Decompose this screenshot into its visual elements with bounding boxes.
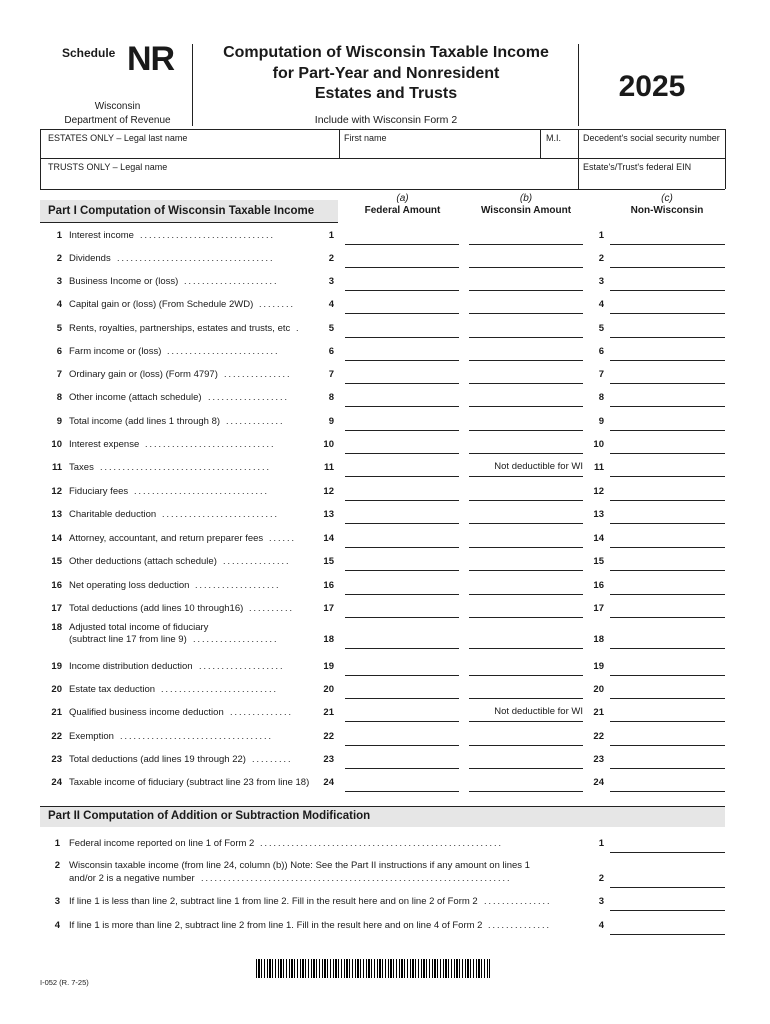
id-box-right <box>725 129 726 189</box>
wisconsin-amount-field[interactable] <box>469 476 583 477</box>
p2-amount-field[interactable] <box>610 934 725 935</box>
line-ref-a: 24 <box>323 777 334 788</box>
line-number: 18 <box>51 622 62 633</box>
line-label: Taxes <box>69 462 94 473</box>
wisconsin-amount-field[interactable] <box>469 745 583 746</box>
line-ref-a: 4 <box>328 299 334 310</box>
p2-line-ref: 1 <box>598 838 604 849</box>
p2-line-label: Federal income reported on line 1 of Form 2 <box>69 838 255 849</box>
p2-amount-field[interactable] <box>610 887 725 888</box>
federal-amount-field[interactable] <box>345 244 459 245</box>
wisconsin-amount-field[interactable] <box>469 406 583 407</box>
ein-input[interactable] <box>580 172 723 187</box>
line-label: Business Income or (loss) <box>69 276 179 287</box>
title-line1: Computation of Wisconsin Taxable Income <box>223 44 549 61</box>
schedule-word: Schedule <box>62 46 116 60</box>
line-ref-a: 20 <box>323 684 334 695</box>
line-ref-a: 21 <box>323 707 334 718</box>
title-line2: for Part-Year and Nonresident <box>272 65 500 82</box>
line-ref-a: 5 <box>328 323 334 334</box>
trusts-name-label: TRUSTS ONLY – Legal name <box>48 162 168 172</box>
col-a-letter: (a) <box>396 193 409 204</box>
federal-amount-field[interactable] <box>345 313 459 314</box>
non-wisconsin-field[interactable] <box>610 500 725 501</box>
line-number: 4 <box>56 299 62 310</box>
line-number: 14 <box>51 533 62 544</box>
line-label-cont: (subtract line 17 from line 9) <box>69 634 187 645</box>
col-a-name: Federal Amount <box>364 205 441 216</box>
leader-dots: ................... <box>193 634 279 644</box>
federal-amount-field[interactable] <box>345 383 459 384</box>
line-label: Total income (add lines 1 through 8) <box>69 416 221 427</box>
federal-amount-field[interactable] <box>345 791 459 792</box>
line-ref-a: 12 <box>323 486 334 497</box>
line-number: 1 <box>56 230 62 241</box>
leader-dots: ..................... <box>184 276 279 286</box>
line-number: 21 <box>51 707 62 718</box>
id-box-div-ssn <box>578 129 579 189</box>
line-number: 13 <box>51 509 62 520</box>
line-number: 23 <box>51 754 62 765</box>
federal-amount-field[interactable] <box>345 648 459 649</box>
line-ref-c: 13 <box>593 509 604 520</box>
non-wisconsin-field[interactable] <box>610 430 725 431</box>
id-box-bottom <box>40 189 725 190</box>
wisconsin-amount-field[interactable] <box>469 523 583 524</box>
ssn-label: Decedent's social security number <box>583 133 720 143</box>
leader-dots: . <box>296 323 301 333</box>
line-ref-c: 7 <box>598 369 604 380</box>
line-ref-a: 3 <box>328 276 334 287</box>
line-label: Net operating loss deduction <box>69 580 190 591</box>
estates-name-label: ESTATES ONLY – Legal last name <box>48 133 188 143</box>
wisconsin-amount-field[interactable] <box>469 648 583 649</box>
non-wisconsin-field[interactable] <box>610 453 725 454</box>
wisconsin-amount-field[interactable] <box>469 453 583 454</box>
line-ref-c: 22 <box>593 731 604 742</box>
line-ref-c: 3 <box>598 276 604 287</box>
line-ref-c: 14 <box>593 533 604 544</box>
header-divider-left <box>192 44 193 126</box>
non-wisconsin-field[interactable] <box>610 383 725 384</box>
leader-dots: .............................. <box>140 230 276 240</box>
id-box-div-mi <box>540 129 541 158</box>
line-ref-c: 20 <box>593 684 604 695</box>
wisconsin-amount-field[interactable] <box>469 360 583 361</box>
line-ref-c: 17 <box>593 603 604 614</box>
line-ref-c: 8 <box>598 392 604 403</box>
leader-dots: .................. <box>208 392 290 402</box>
non-wisconsin-field[interactable] <box>610 675 725 676</box>
line-ref-c: 9 <box>598 416 604 427</box>
barcode-image <box>256 959 490 978</box>
p2-line-ref: 2 <box>598 873 604 884</box>
p2-amount-field[interactable] <box>610 910 725 911</box>
line-ref-a: 2 <box>328 253 334 264</box>
mi-label: M.I. <box>546 133 561 143</box>
line-ref-a: 18 <box>323 634 334 645</box>
line-ref-c: 24 <box>593 777 604 788</box>
p2-line-number: 1 <box>54 838 60 849</box>
p2-leader-dots: ............... <box>484 896 552 906</box>
wisconsin-amount-field[interactable] <box>469 244 583 245</box>
wisconsin-amount-field[interactable] <box>469 721 583 722</box>
federal-amount-field[interactable] <box>345 290 459 291</box>
non-wisconsin-field[interactable] <box>610 791 725 792</box>
federal-amount-field[interactable] <box>345 745 459 746</box>
non-wisconsin-field[interactable] <box>610 290 725 291</box>
col-c-name: Non-Wisconsin <box>630 205 704 216</box>
p2-line-number: 3 <box>54 896 60 907</box>
federal-amount-field[interactable] <box>345 570 459 571</box>
line-ref-a: 19 <box>323 661 334 672</box>
leader-dots: ................... <box>195 580 281 590</box>
wisconsin-amount-field[interactable] <box>469 313 583 314</box>
leader-dots: ............................. <box>145 439 276 449</box>
non-wisconsin-field[interactable] <box>610 570 725 571</box>
col-b-name: Wisconsin Amount <box>480 205 572 216</box>
p2-leader-dots: ..................................................................... <box>201 873 512 883</box>
line-ref-a: 8 <box>328 392 334 403</box>
line-ref-c: 4 <box>598 299 604 310</box>
p2-line-label: Wisconsin taxable income (from line 24, column (b)) Note: See the Part II instructions if any amount on lines 1 <box>69 860 530 871</box>
line-ref-c: 10 <box>593 439 604 450</box>
p2-line-ref: 4 <box>598 920 604 931</box>
leader-dots: ......................... <box>167 346 280 356</box>
line-label: Income distribution deduction <box>69 661 193 672</box>
line-number: 19 <box>51 661 62 672</box>
non-wisconsin-field[interactable] <box>610 768 725 769</box>
p2-leader-dots: ...................................................... <box>260 838 504 848</box>
line-ref-c: 1 <box>598 230 604 241</box>
estates-name-input[interactable] <box>42 143 337 157</box>
line-number: 7 <box>56 369 62 380</box>
p2-line-ref: 3 <box>598 896 604 907</box>
line-ref-c: 12 <box>593 486 604 497</box>
dept-line2: Department of Revenue <box>64 115 171 126</box>
line-ref-c: 23 <box>593 754 604 765</box>
leader-dots: ............. <box>226 416 285 426</box>
line-ref-a: 6 <box>328 346 334 357</box>
wisconsin-amount-field[interactable] <box>469 547 583 548</box>
p2-amount-field[interactable] <box>610 852 725 853</box>
first-name-input[interactable] <box>341 143 538 157</box>
header-divider-right <box>578 44 579 126</box>
line-label: Qualified business income deduction <box>69 707 224 718</box>
wisconsin-amount-field[interactable] <box>469 617 583 618</box>
id-box-div-firstname <box>339 129 340 158</box>
federal-amount-field[interactable] <box>345 675 459 676</box>
line-label: Dividends <box>69 253 111 264</box>
line-label: Total deductions (add lines 19 through 22) <box>69 754 246 765</box>
line-number: 9 <box>56 416 62 427</box>
non-wisconsin-field[interactable] <box>610 721 725 722</box>
line-ref-a: 15 <box>323 556 334 567</box>
federal-amount-field[interactable] <box>345 617 459 618</box>
line-number: 12 <box>51 486 62 497</box>
federal-amount-field[interactable] <box>345 453 459 454</box>
wisconsin-amount-field[interactable] <box>469 383 583 384</box>
line-number: 3 <box>56 276 62 287</box>
id-box-mid <box>40 158 725 159</box>
federal-amount-field[interactable] <box>345 360 459 361</box>
non-wisconsin-field[interactable] <box>610 547 725 548</box>
non-wisconsin-field[interactable] <box>610 594 725 595</box>
p2-line-number: 4 <box>54 920 60 931</box>
title-line3: Estates and Trusts <box>314 85 458 102</box>
line-label: Total deductions (add lines 10 through16) <box>69 603 244 614</box>
line-number: 5 <box>56 323 62 334</box>
line-number: 2 <box>56 253 62 264</box>
mi-input[interactable] <box>542 143 576 157</box>
line-ref-c: 18 <box>593 634 604 645</box>
leader-dots: .............. <box>230 707 294 717</box>
line-ref-a: 9 <box>328 416 334 427</box>
federal-amount-field[interactable] <box>345 500 459 501</box>
non-wisconsin-field[interactable] <box>610 476 725 477</box>
leader-dots: .......... <box>249 603 295 613</box>
part2-title: Part II Computation of Addition or Subtraction Modification <box>48 810 371 822</box>
line-number: 10 <box>51 439 62 450</box>
line-label: Estate tax deduction <box>69 684 156 695</box>
non-wisconsin-field[interactable] <box>610 648 725 649</box>
leader-dots: .................................. <box>120 731 274 741</box>
wisconsin-amount-field[interactable] <box>469 500 583 501</box>
federal-amount-field[interactable] <box>345 698 459 699</box>
include-note: Include with Wisconsin Form 2 <box>314 114 458 126</box>
ssn-input[interactable] <box>580 143 723 157</box>
line-number: 20 <box>51 684 62 695</box>
leader-dots: ............... <box>223 556 291 566</box>
leader-dots: ................... <box>199 661 285 671</box>
p2-line-number: 2 <box>54 860 60 871</box>
line-label: Rents, royalties, partnerships, estates and trusts, etc <box>69 323 291 334</box>
ein-label: Estate's/Trust's federal EIN <box>583 162 692 172</box>
line-ref-a: 1 <box>328 230 334 241</box>
line-ref-c: 11 <box>593 462 604 473</box>
leader-dots: ................................... <box>117 253 275 263</box>
trusts-name-input[interactable] <box>42 172 576 187</box>
line-ref-a: 17 <box>323 603 334 614</box>
leader-dots: ........ <box>259 299 296 309</box>
dept-line1: Wisconsin <box>94 101 141 112</box>
federal-amount-field[interactable] <box>345 547 459 548</box>
line-number: 16 <box>51 580 62 591</box>
p2-line-label: If line 1 is less than line 2, subtract line 1 from line 2. Fill in the result here and on line 2 of Form 2 <box>69 896 478 907</box>
wisconsin-amount-field[interactable] <box>469 337 583 338</box>
line-label: Interest income <box>69 230 134 241</box>
federal-amount-field[interactable] <box>345 594 459 595</box>
leader-dots: ...................................... <box>100 462 272 472</box>
line-ref-c: 15 <box>593 556 604 567</box>
schedule-code: NR <box>127 40 175 78</box>
line-label: Other income (attach schedule) <box>69 392 202 403</box>
federal-amount-field[interactable] <box>345 523 459 524</box>
col-b-letter: (b) <box>519 193 533 204</box>
line-number: 17 <box>51 603 62 614</box>
non-wisconsin-field[interactable] <box>610 360 725 361</box>
line-ref-c: 2 <box>598 253 604 264</box>
line-label: Interest expense <box>69 439 140 450</box>
line-ref-a: 13 <box>323 509 334 520</box>
line-ref-a: 7 <box>328 369 334 380</box>
wisconsin-amount-field[interactable] <box>469 768 583 769</box>
first-name-label: First name <box>344 133 387 143</box>
non-wisconsin-field[interactable] <box>610 406 725 407</box>
tax-year: 2025 <box>618 70 686 103</box>
line-label: Exemption <box>69 731 114 742</box>
line-ref-c: 6 <box>598 346 604 357</box>
line-label: Ordinary gain or (loss) (Form 4797) <box>69 369 218 380</box>
non-wisconsin-field[interactable] <box>610 244 725 245</box>
id-box-left <box>40 129 41 189</box>
leader-dots: ......... <box>252 754 293 764</box>
line-label: Taxable income of fiduciary (subtract line 23 from line 18) <box>69 777 310 788</box>
federal-amount-field[interactable] <box>345 267 459 268</box>
col-c-letter: (c) <box>661 193 673 204</box>
line-ref-a: 16 <box>323 580 334 591</box>
non-wisconsin-field[interactable] <box>610 617 725 618</box>
line-ref-c: 5 <box>598 323 604 334</box>
part1-title: Part I Computation of Wisconsin Taxable Income <box>48 205 315 217</box>
wisconsin-amount-field[interactable] <box>469 791 583 792</box>
federal-amount-field[interactable] <box>345 721 459 722</box>
wisconsin-amount-field[interactable] <box>469 290 583 291</box>
non-wisconsin-field[interactable] <box>610 745 725 746</box>
wisconsin-amount-field[interactable] <box>469 570 583 571</box>
line-ref-a: 14 <box>323 533 334 544</box>
leader-dots: .......................... <box>161 684 279 694</box>
leader-dots: ...... <box>269 533 297 543</box>
p2-leader-dots: .............. <box>488 920 552 930</box>
line-label: Farm income or (loss) <box>69 346 162 357</box>
line-label: Fiduciary fees <box>69 486 129 497</box>
leader-dots: .............................. <box>134 486 270 496</box>
line-ref-a: 23 <box>323 754 334 765</box>
non-wisconsin-field[interactable] <box>610 698 725 699</box>
wisconsin-amount-field[interactable] <box>469 430 583 431</box>
federal-amount-field[interactable] <box>345 337 459 338</box>
wisconsin-amount-field[interactable] <box>469 675 583 676</box>
wisconsin-amount-field[interactable] <box>469 267 583 268</box>
line-number: 11 <box>51 462 62 473</box>
line-ref-a: 11 <box>323 462 334 473</box>
line-label: Attorney, accountant, and return preparer fees <box>69 533 264 544</box>
federal-amount-field[interactable] <box>345 430 459 431</box>
line-number: 6 <box>56 346 62 357</box>
federal-amount-field[interactable] <box>345 476 459 477</box>
line-ref-c: 16 <box>593 580 604 591</box>
federal-amount-field[interactable] <box>345 768 459 769</box>
line-label: Charitable deduction <box>69 509 157 520</box>
line-number: 8 <box>56 392 62 403</box>
federal-amount-field[interactable] <box>345 406 459 407</box>
not-deductible-note: Not deductible for WI <box>494 461 583 472</box>
line-number: 22 <box>51 731 62 742</box>
wisconsin-amount-field[interactable] <box>469 594 583 595</box>
line-label: Adjusted total income of fiduciary <box>69 622 209 633</box>
id-box-top <box>40 129 725 130</box>
non-wisconsin-field[interactable] <box>610 523 725 524</box>
non-wisconsin-field[interactable] <box>610 313 725 314</box>
non-wisconsin-field[interactable] <box>610 267 725 268</box>
line-label: Capital gain or (loss) (From Schedule 2WD) <box>69 299 254 310</box>
p2-line-label: If line 1 is more than line 2, subtract line 2 from line 1. Fill in the result here and on line 4 of Form 2 <box>69 920 483 931</box>
line-ref-c: 19 <box>593 661 604 672</box>
not-deductible-note: Not deductible for WI <box>494 706 583 717</box>
line-label: Other deductions (attach schedule) <box>69 556 217 567</box>
non-wisconsin-field[interactable] <box>610 337 725 338</box>
form-code: I-052 (R. 7-25) <box>40 978 89 987</box>
wisconsin-amount-field[interactable] <box>469 698 583 699</box>
line-number: 24 <box>51 777 62 788</box>
line-ref-c: 21 <box>593 707 604 718</box>
line-ref-a: 10 <box>323 439 334 450</box>
p2-line-label-cont: and/or 2 is a negative number <box>69 873 195 884</box>
line-number: 15 <box>51 556 62 567</box>
leader-dots: ............... <box>224 369 292 379</box>
line-ref-a: 22 <box>323 731 334 742</box>
leader-dots: .......................... <box>162 509 280 519</box>
